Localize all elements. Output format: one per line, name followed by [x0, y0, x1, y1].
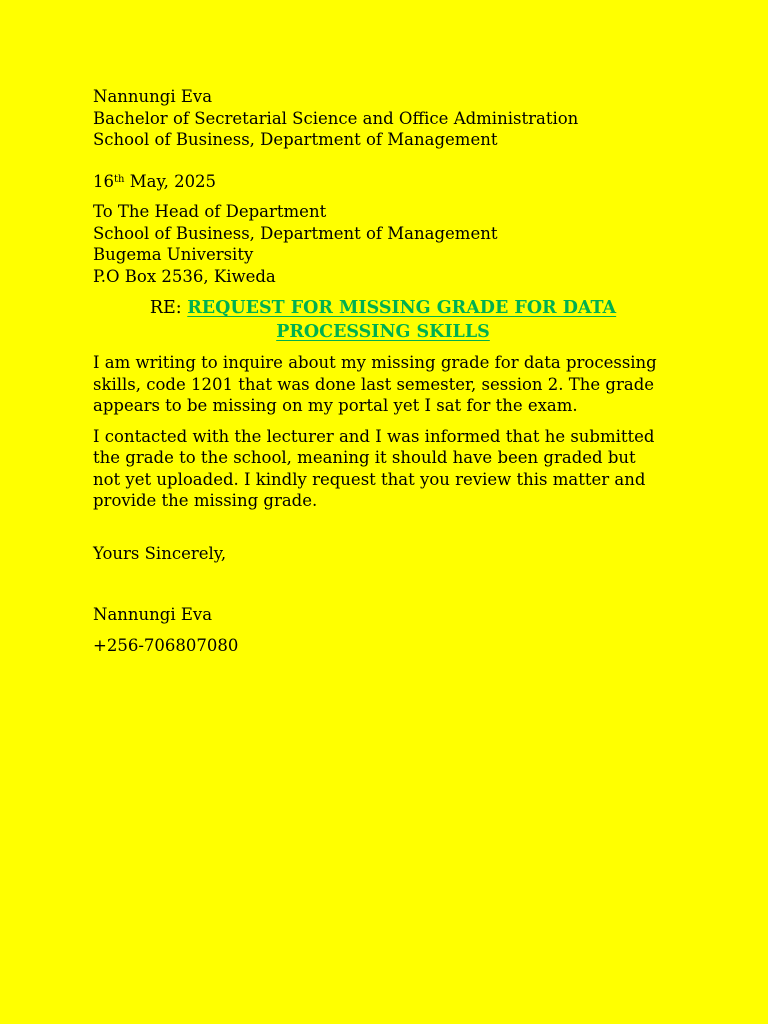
body-paragraph-1: I am writing to inquire about my missing grade for data processing skills, code 1201 that was done last semester, session 2. The grade appears to be missing on my portal yet I sat for the exam.	[93, 353, 657, 415]
subject-title-line-1: REQUEST FOR MISSING GRADE FOR DATA	[187, 298, 617, 318]
signature-phone: +256-706807080	[93, 635, 239, 655]
date-day: 16	[93, 171, 114, 191]
letter	[93, 86, 673, 656]
subject-prefix: RE:	[149, 298, 188, 318]
recipient-line-4: P.O Box 2536, Kiweda	[93, 266, 276, 286]
subject-line	[93, 296, 673, 344]
recipient-line-2: School of Business, Department of Management	[93, 223, 498, 243]
signature-name: Nannungi Eva	[93, 605, 213, 624]
letter-date	[93, 171, 673, 193]
subject-title-line-2: PROCESSING SKILLS	[276, 322, 490, 342]
closing: Yours Sincerely,	[93, 543, 227, 563]
date-rest: May, 2025	[124, 171, 217, 191]
recipient-address	[93, 201, 673, 287]
sender-address	[93, 86, 673, 151]
body-paragraph-2: I contacted with the lecturer and I was informed that he submitted the grade to the school, meaning it should have been graded but not yet uploaded. I kindly request that you review this matter and provide the missing grade.	[93, 426, 655, 510]
recipient-line-1: To The Head of Department	[93, 202, 327, 221]
sender-name: Nannungi Eva	[93, 87, 213, 106]
recipient-line-3: Bugema University	[93, 245, 254, 264]
sender-programme: Bachelor of Secretarial Science and Office Administration	[93, 108, 579, 128]
sender-department: School of Business, Department of Management	[93, 130, 498, 149]
date-suffix: th	[114, 174, 125, 185]
